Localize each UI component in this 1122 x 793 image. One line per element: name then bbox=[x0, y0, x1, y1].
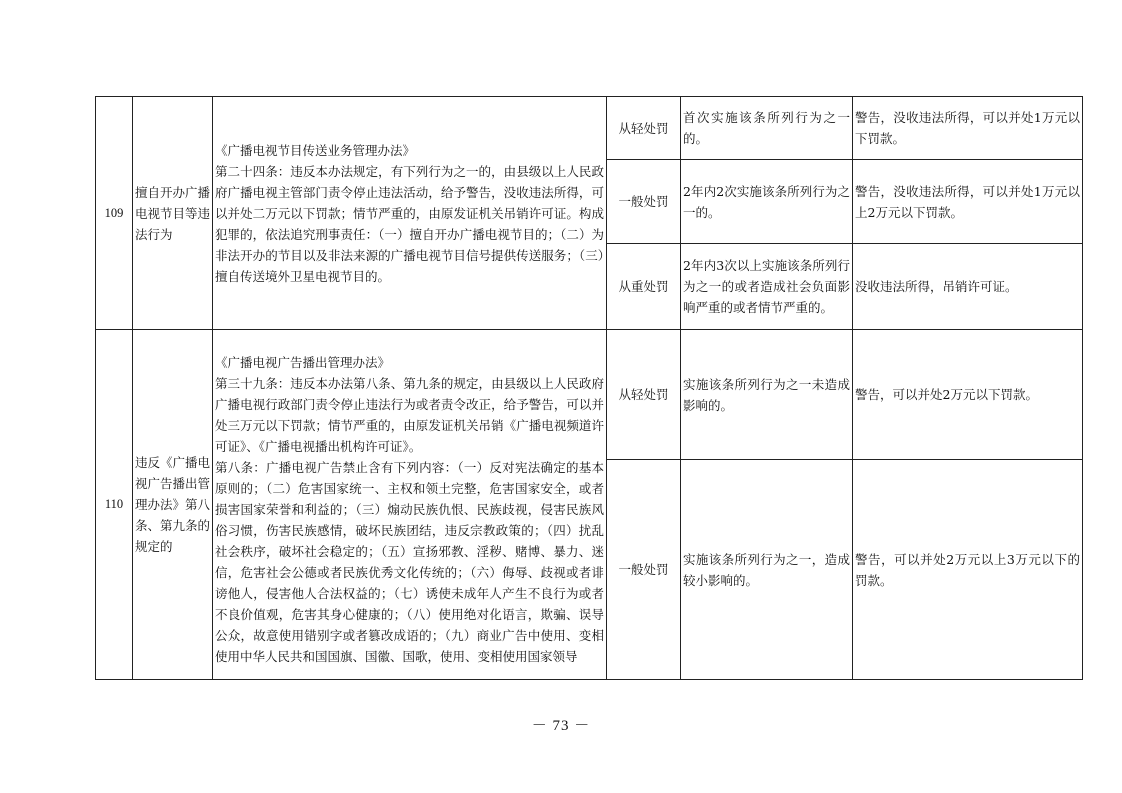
violation-item: 违反《广播电视广告播出管理办法》第八条、第九条的规定的 bbox=[133, 330, 213, 680]
penalty-level: 从轻处罚 bbox=[607, 97, 681, 160]
table-row bbox=[96, 97, 1083, 160]
row-number: 110 bbox=[96, 330, 133, 680]
violation-condition: 实施该条所列行为之一未造成影响的。 bbox=[681, 330, 853, 460]
penalty-standard: 警告，没收违法所得，可以并处1万元以上2万元以下罚款。 bbox=[853, 160, 1083, 244]
table-row bbox=[96, 330, 1083, 460]
violation-condition: 2年内2次实施该条所列行为之一的。 bbox=[681, 160, 853, 244]
penalty-standard: 警告，可以并处2万元以上3万元以下的罚款。 bbox=[853, 460, 1083, 680]
violation-condition: 首次实施该条所列行为之一的。 bbox=[681, 97, 853, 160]
penalty-discretion-table bbox=[95, 96, 1083, 680]
page-number: － 73 － bbox=[531, 718, 591, 734]
penalty-standard: 没收违法所得，吊销许可证。 bbox=[853, 244, 1083, 330]
penalty-level: 从轻处罚 bbox=[607, 330, 681, 460]
legal-basis: 《广播电视广告播出管理办法》 第三十九条：违反本办法第八条、第九条的规定，由县级以上人民政府广播电视行政部门责令停止违法行为或者责令改正，给予警告，可以并处三万元以下罚款；情节严重的，由原发证机关吊销《广播电视频道许可证》、《广播电视播出机构许可证》。 第八条：广播电视广告禁止含有下列内容：（一）反对宪法确定的基本原则的；（二）危害国家统一、主权和领土完整，危害国家安全，或者损害国家荣誉和利益的；（三）煽动民族仇恨、民族歧视，侵害民族风俗习惯，伤害民族感情，破坏民族团结，违反宗教政策的；（四）扰乱社会秩序，破坏社会稳定的；（五）宣扬邪教、淫秽、赌博、暴力、迷信，危害社会公德或者民族优秀文化传统的；（六）侮辱、歧视或者诽谤他人，侵害他人合法权益的；（七）诱使未成年人产生不良行为或者不良价值观，危害其身心健康的；（八）使用绝对化语言，欺骗、误导公众，故意使用错别字或者篡改成语的；（九）商业广告中使用、变相使用中华人民共和国国旗、国徽、国歌，使用、变相使用国家领导 bbox=[213, 330, 607, 680]
violation-item: 擅自开办广播电视节目等违法行为 bbox=[133, 97, 213, 330]
penalty-level: 从重处罚 bbox=[607, 244, 681, 330]
legal-basis: 《广播电视节目传送业务管理办法》 第二十四条：违反本办法规定，有下列行为之一的，由县级以上人民政府广播电视主管部门责令停止违法活动，给予警告，没收违法所得，可以并处二万元以下罚款；情节严重的，由原发证机关吊销许可证。构成犯罪的，依法追究刑事责任：（一）擅自开办广播电视节目的；（二）为非法开办的节目以及非法来源的广播电视节目信号提供传送服务；（三）擅自传送境外卫星电视节目的。 bbox=[213, 97, 607, 330]
violation-condition: 实施该条所列行为之一，造成较小影响的。 bbox=[681, 460, 853, 680]
penalty-level: 一般处罚 bbox=[607, 160, 681, 244]
penalty-standard: 警告，可以并处2万元以下罚款。 bbox=[853, 330, 1083, 460]
violation-condition: 2年内3次以上实施该条所列行为之一的或者造成社会负面影响严重的或者情节严重的。 bbox=[681, 244, 853, 330]
penalty-standard: 警告，没收违法所得，可以并处1万元以下罚款。 bbox=[853, 97, 1083, 160]
row-number: 109 bbox=[96, 97, 133, 330]
penalty-level: 一般处罚 bbox=[607, 460, 681, 680]
